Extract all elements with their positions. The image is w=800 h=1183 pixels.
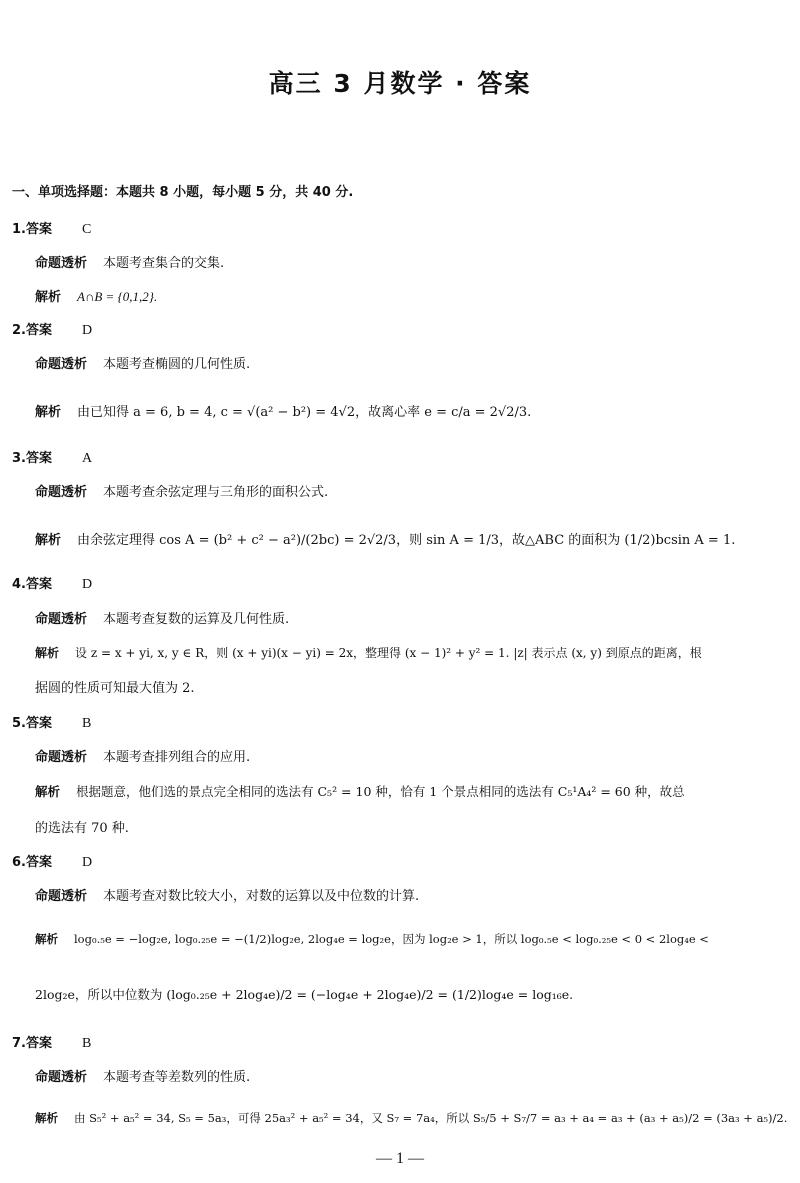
question-6-analysis xyxy=(35,931,709,947)
analysis-text: log₀.₅e = −log₂e, log₀.₂₅e = −(1/2)log₂e, 2log₄e = log₂e，因为 log₂e > 1，所以 log₀.₅e < log₀.₂₅e < 0 < 2log₄e < xyxy=(74,932,709,946)
question-7-analysis xyxy=(35,1110,787,1126)
analysis-label: 解析 xyxy=(35,290,62,305)
answer-value: D xyxy=(82,855,93,870)
question-4-answer xyxy=(12,573,92,593)
answer-label: 答案 xyxy=(25,451,52,466)
answer-value: B xyxy=(82,716,92,731)
answer-label: 答案 xyxy=(25,222,52,237)
question-2-analysis xyxy=(35,401,531,420)
intent-label: 命题透析 xyxy=(35,612,88,627)
answer-value: C xyxy=(82,222,92,237)
question-7-answer xyxy=(12,1032,91,1052)
intent-label: 命题透析 xyxy=(35,1070,88,1085)
intent-label: 命题透析 xyxy=(35,256,88,271)
question-6-answer xyxy=(12,851,92,871)
question-2-answer xyxy=(12,319,92,339)
intent-text: 本题考查等差数列的性质. xyxy=(103,1070,251,1085)
intent-text: 本题考查复数的运算及几何性质. xyxy=(103,612,290,627)
intent-text: 本题考查排列组合的应用. xyxy=(103,750,251,765)
question-6-intent xyxy=(35,885,419,904)
question-7-intent xyxy=(35,1066,250,1085)
answer-label: 答案 xyxy=(25,855,52,870)
answer-value: D xyxy=(82,323,93,338)
intent-label: 命题透析 xyxy=(35,750,88,765)
analysis-label: 解析 xyxy=(35,784,61,799)
question-4-intent xyxy=(35,608,289,627)
answer-label: 答案 xyxy=(25,716,52,731)
answer-value: D xyxy=(82,577,93,592)
intent-text: 本题考查椭圆的几何性质. xyxy=(103,357,251,372)
intent-text: 本题考查余弦定理与三角形的面积公式. xyxy=(103,485,329,500)
page-title: 高三 3 月数学 · 答案 xyxy=(268,69,532,98)
analysis-text: 根据题意，他们选的景点完全相同的选法有 C₅² = 10 种，恰有 1 个景点相同的选法有 C₅¹A₄² = 60 种，故总 xyxy=(76,784,685,799)
question-number: 7. xyxy=(12,1036,26,1051)
analysis-label: 解析 xyxy=(35,405,62,420)
answer-label: 答案 xyxy=(25,1036,52,1051)
question-5-analysis xyxy=(35,782,685,800)
answer-value: A xyxy=(82,451,93,466)
analysis-label: 解析 xyxy=(35,533,62,548)
question-5-answer xyxy=(12,712,91,732)
question-3-analysis xyxy=(35,529,735,548)
question-4-analysis xyxy=(35,644,702,661)
analysis-text: 由余弦定理得 cos A = (b² + c² − a²)/(2bc) = 2√2/3，则 sin A = 1/3，故△ABC 的面积为 (1/2)bcsin A = 1. xyxy=(77,533,736,548)
section-heading: 一、单项选择题：本题共 8 小题，每小题 5 分，共 40 分. xyxy=(12,185,354,200)
question-3-answer xyxy=(12,447,92,467)
question-5-intent xyxy=(35,746,250,765)
intent-text: 本题考查集合的交集. xyxy=(103,256,225,271)
page-number: — 1 — xyxy=(376,1150,424,1167)
question-1-answer xyxy=(12,218,91,238)
question-2-intent xyxy=(35,353,250,372)
answer-label: 答案 xyxy=(25,577,52,592)
intent-label: 命题透析 xyxy=(35,357,88,372)
answer-label: 答案 xyxy=(25,323,52,338)
question-number: 2. xyxy=(12,323,26,338)
question-number: 5. xyxy=(12,716,26,731)
question-1-analysis xyxy=(35,286,157,305)
analysis-label: 解析 xyxy=(35,932,58,946)
analysis-text: 由 S₅² + a₅² = 34, S₅ = 5a₃，可得 25a₃² + a₅² = 34，又 S₇ = 7a₄，所以 S₅/5 + S₇/7 = a₃ + a₄ = a₃ + (a₃ + a₅)/2 = (3a₃ + a₅)/2. xyxy=(74,1111,788,1125)
question-6-analysis-cont: 2log₂e，所以中位数为 (log₀.₂₅e + 2log₄e)/2 = (−log₄e + 2log₄e)/2 = (1/2)log₄e = log₁₆e. xyxy=(35,987,574,1002)
question-number: 4. xyxy=(12,577,26,592)
question-number: 1. xyxy=(12,222,26,237)
question-5-analysis-cont: 的选法有 70 种. xyxy=(35,821,129,836)
analysis-text: 设 z = x + yi, x, y ∈ R，则 (x + yi)(x − yi) = 2x，整理得 (x − 1)² + y² = 1. |z| 表示点 (x, y) 到原点的距离，根 xyxy=(75,646,702,660)
question-3-intent xyxy=(35,481,328,500)
question-1-intent xyxy=(35,252,224,271)
question-number: 6. xyxy=(12,855,26,870)
answer-value: B xyxy=(82,1036,92,1051)
analysis-label: 解析 xyxy=(35,1111,58,1125)
intent-label: 命题透析 xyxy=(35,485,88,500)
question-number: 3. xyxy=(12,451,26,466)
question-4-analysis-cont: 据圆的性质可知最大值为 2. xyxy=(35,681,195,696)
analysis-text: A∩B = {0,1,2}. xyxy=(77,289,158,304)
intent-text: 本题考查对数比较大小，对数的运算以及中位数的计算. xyxy=(103,889,420,904)
intent-label: 命题透析 xyxy=(35,889,88,904)
analysis-label: 解析 xyxy=(35,646,60,660)
analysis-text: 由已知得 a = 6, b = 4, c = √(a² − b²) = 4√2，故离心率 e = c/a = 2√2/3. xyxy=(77,405,532,420)
